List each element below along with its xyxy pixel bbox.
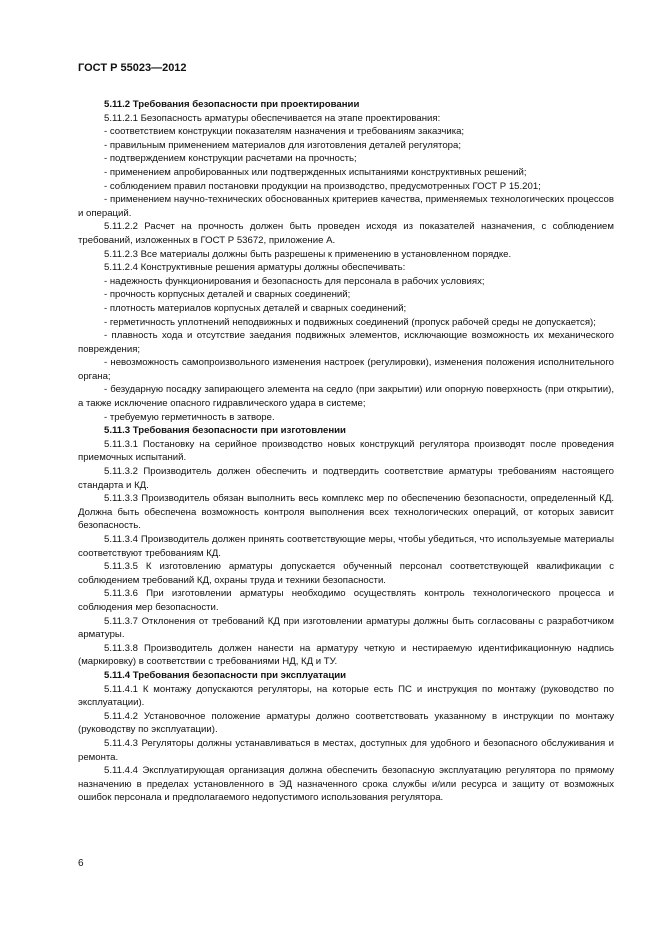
paragraph: - применением научно-технических обоснованных критериев качества, применяемых технологических процессов и операций. [78, 194, 614, 219]
paragraph: - правильным применением материалов для изготовления деталей регулятора; [104, 139, 461, 151]
paragraph: 5.11.4.1 К монтажу допускаются регуляторы, на которые есть ПС и инструкция по монтажу (руководство по эксплуатации). [78, 683, 614, 709]
section-heading: 5.11.3 Требования безопасности при изготовлении [104, 425, 346, 437]
paragraph: 5.11.3.1 Постановку на серийное производство новых конструкций регулятора производят после проведения приемочных испытаний. [78, 438, 614, 464]
paragraph: - плотность материалов корпусных деталей и сварных соединений; [104, 302, 407, 314]
paragraph: 5.11.2.2 Расчет на прочность должен быть проведен исходя из показателей назначения, с соблюдением требований, изложенных в ГОСТ Р 53672, приложение А. [78, 221, 614, 246]
paragraph: - соблюдением правил постановки продукции на производство, предусмотренных ГОСТ Р 15.201; [104, 180, 541, 192]
paragraph: - требуемую герметичность в затворе. [104, 411, 275, 423]
document-header: ГОСТ Р 55023—2012 [78, 62, 187, 74]
paragraph: 5.11.3.3 Производитель обязан выполнить весь комплекс мер по обеспечению безопасности, определенный КД. Должна быть обеспечена возможность контроля выполнения всех технологических операций, от которых зависит безопасность. [78, 493, 614, 532]
paragraph: 5.11.3.8 Производитель должен нанести на арматуру четкую и нестираемую идентификационную надпись (маркировку) в соответствии с требованиями НД, КД и ТУ. [78, 642, 614, 668]
paragraph: 5.11.3.7 Отклонения от требований КД при изготовлении арматуры должны быть согласованы с разработчиком арматуры. [78, 615, 614, 641]
page-number: 6 [78, 858, 84, 869]
paragraph: - герметичность уплотнений неподвижных и подвижных соединений (пропуск рабочей среды не допускается); [104, 316, 596, 328]
paragraph: 5.11.4.3 Регуляторы должны устанавливаться в местах, доступных для удобного и безопасного обслуживания и ремонта. [78, 737, 614, 763]
paragraph: - безударную посадку запирающего элемента на седло (при закрытии) или опорную поверхность (при открытии), а также исключение опасного гидравлического удара в системе; [78, 384, 614, 410]
document-body [78, 98, 614, 805]
paragraph: 5.11.2.1 Безопасность арматуры обеспечивается на этапе проектирования: [104, 112, 441, 124]
paragraph: 5.11.2.3 Все материалы должны быть разрешены к применению в установленном порядке. [104, 248, 512, 260]
paragraph: 5.11.3.6 При изготовлении арматуры необходимо осуществлять контроль технологического процесса и соблюдения мер безопасности. [78, 588, 614, 613]
paragraph: - плавность хода и отсутствие заедания подвижных элементов, исключающие возможность их механического повреждения; [78, 330, 614, 355]
paragraph: - применением апробированных или подтвержденных испытаниями конструктивных решений; [104, 166, 527, 178]
paragraph: 5.11.3.4 Производитель должен принять соответствующие меры, чтобы убедиться, что используемые материалы соответствуют требованиям КД. [78, 534, 614, 559]
paragraph: 5.11.4.4 Эксплуатирующая организация должна обеспечить безопасную эксплуатацию регулятора по прямому назначению в пределах установленного в ЭД назначенного срока службы и/или ресурса и защиту от возможных ошибок персонала и предполагаемого недопустимого использования регулятора. [78, 765, 614, 804]
section-heading: 5.11.4 Требования безопасности при эксплуатации [104, 669, 347, 681]
paragraph: - надежность функционирования и безопасность для персонала в рабочих условиях; [104, 275, 485, 287]
section-heading: 5.11.2 Требования безопасности при проектировании [104, 99, 360, 110]
paragraph: - подтверждением конструкции расчетами на прочность; [104, 153, 357, 165]
paragraph: 5.11.3.5 К изготовлению арматуры допускается обученный персонал соответствующей квалификации с соблюдением требований КД, охраны труда и техники безопасности. [78, 561, 614, 586]
paragraph: 5.11.2.4 Конструктивные решения арматуры должны обеспечивать: [104, 262, 406, 274]
paragraph: 5.11.3.2 Производитель должен обеспечить и подтвердить соответствие арматуры требованиям настоящего стандарта и КД. [78, 466, 614, 491]
paragraph: - соответствием конструкции показателям назначения и требованиям заказчика; [104, 126, 465, 138]
paragraph: - прочность корпусных деталей и сварных соединений; [104, 289, 351, 301]
paragraph: - невозможность самопроизвольного изменения настроек (регулировки), изменения положения исполнительного органа; [78, 357, 614, 382]
paragraph: 5.11.4.2 Установочное положение арматуры должно соответствовать указанному в инструкции по монтажу (руководству по эксплуатации). [78, 710, 614, 736]
